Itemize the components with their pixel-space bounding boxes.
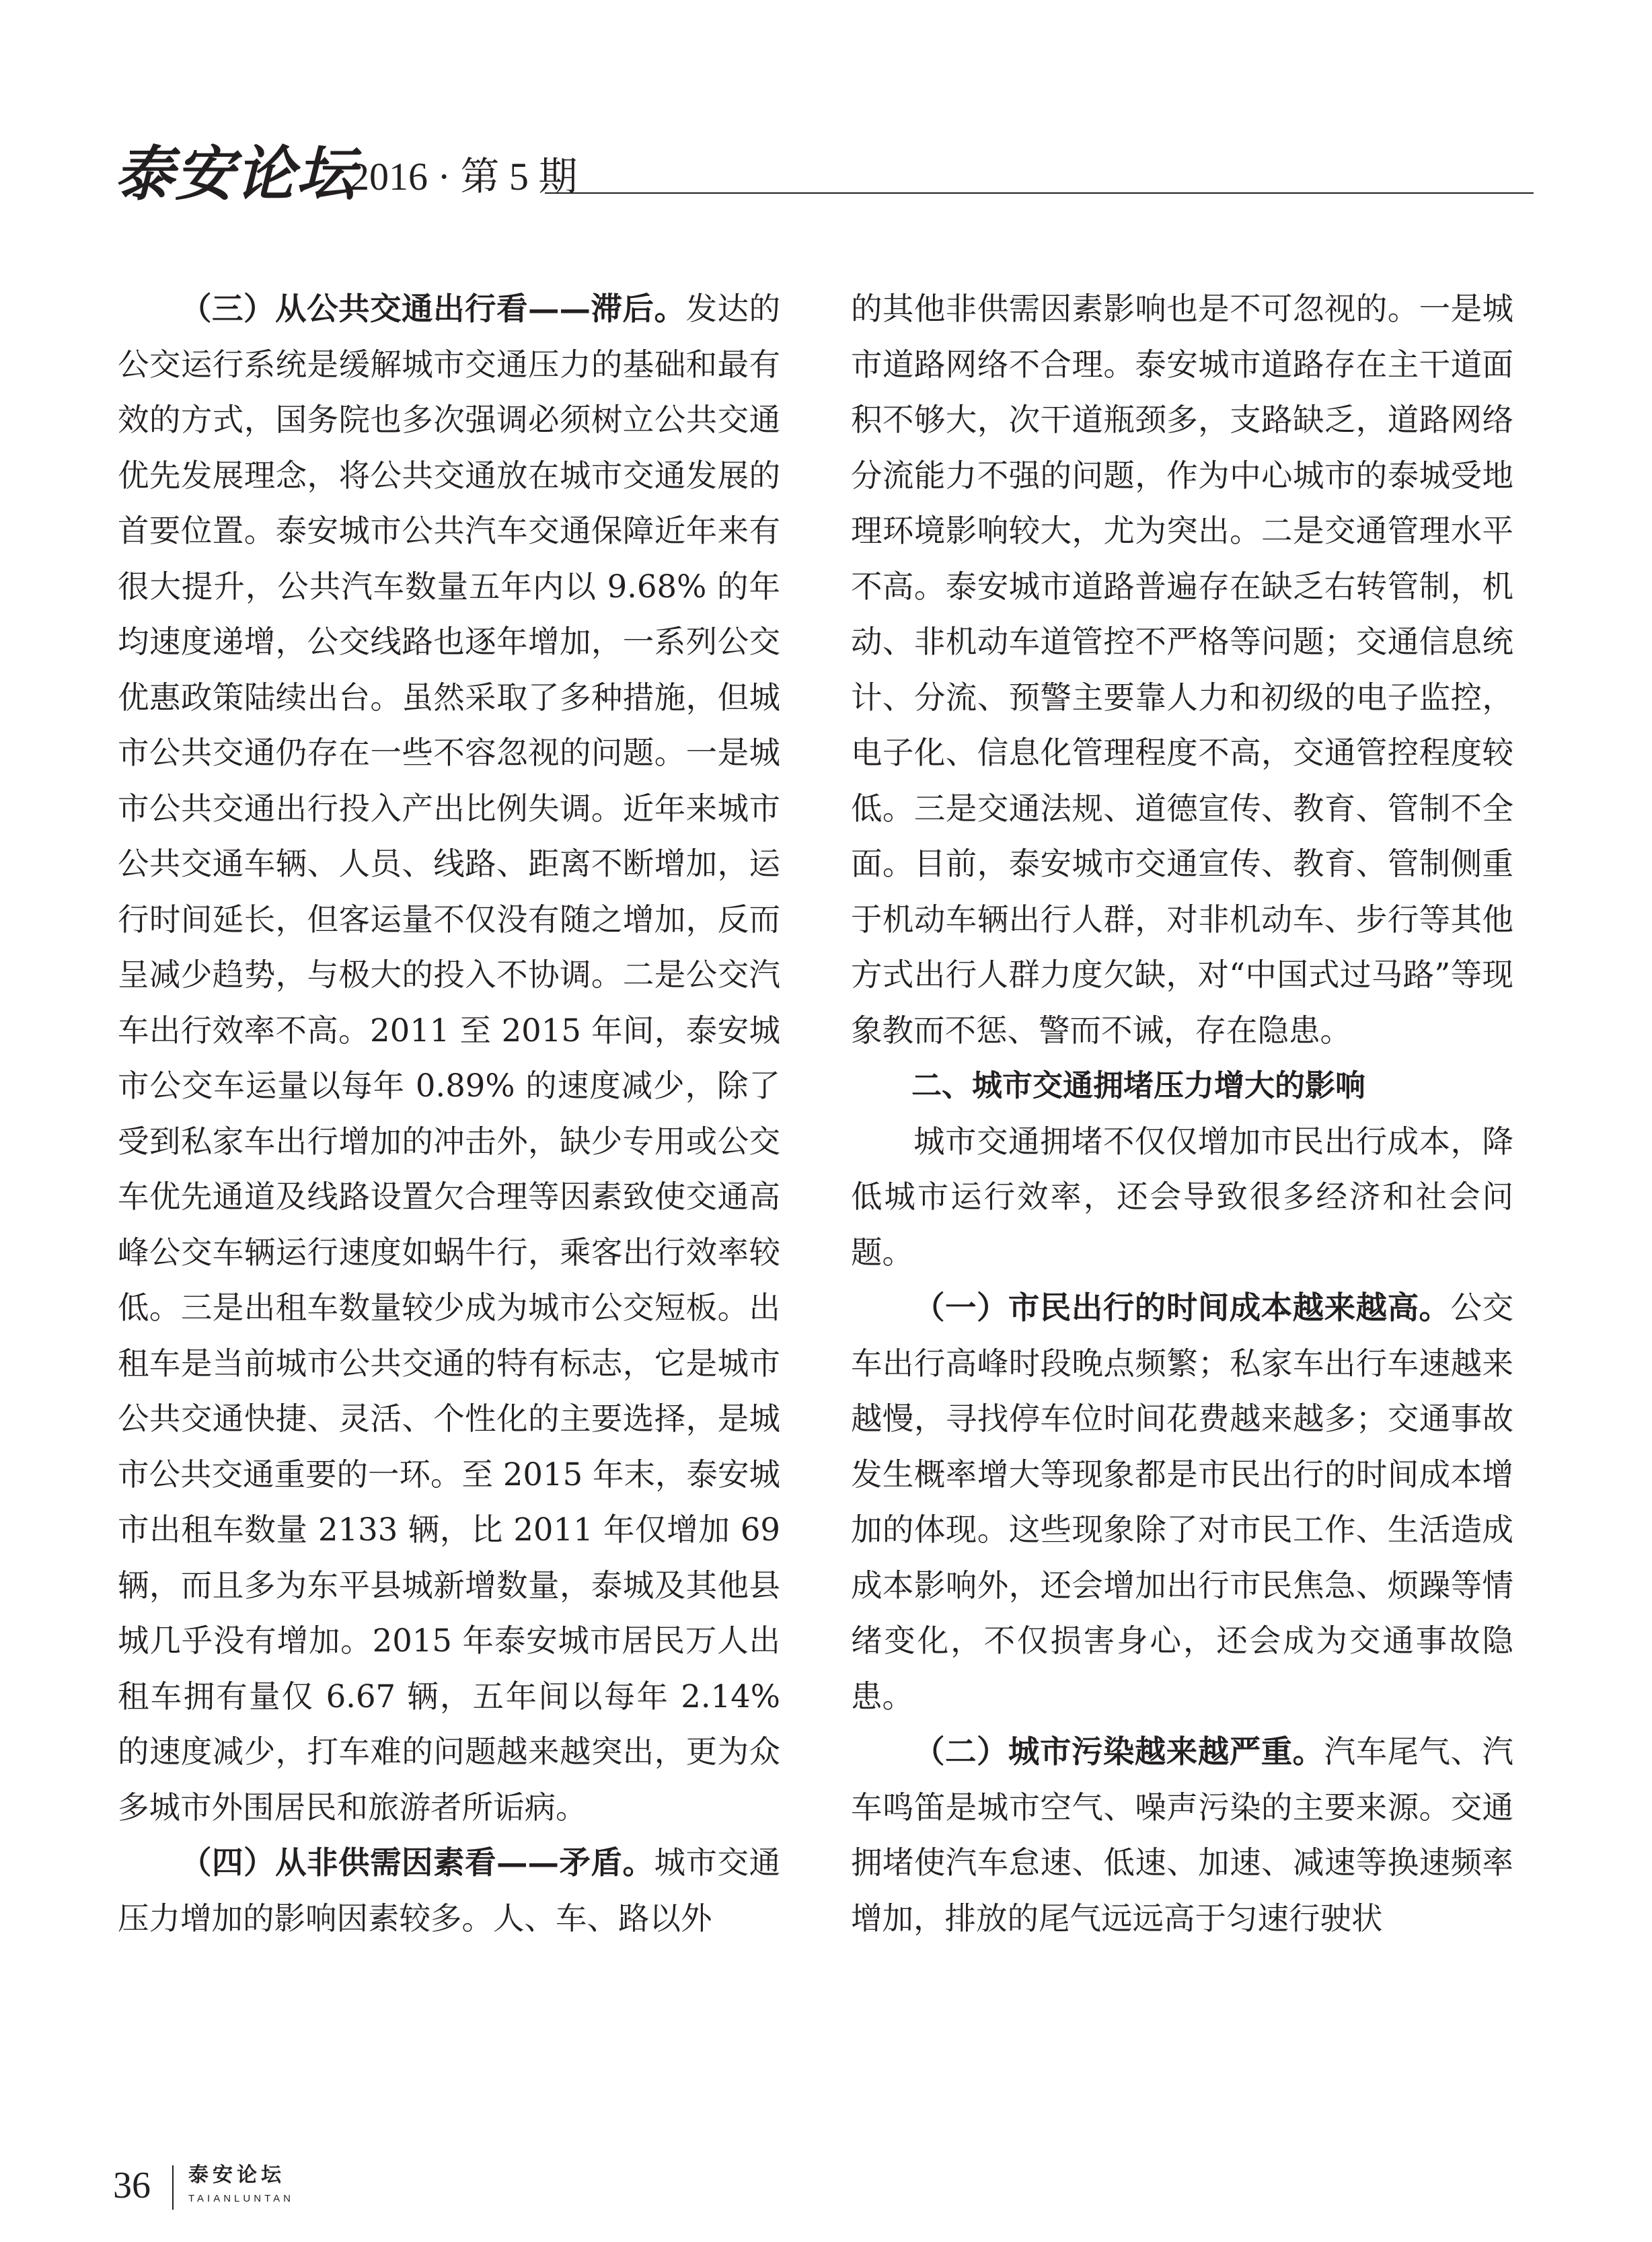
- left-column: [118, 281, 780, 1946]
- page-footer: [113, 2161, 517, 2235]
- header-rule: [545, 192, 1534, 194]
- paragraph-pollution: [851, 1724, 1513, 1946]
- paragraph-intro: 城市交通拥堵不仅仅增加市民出行成本，降低城市运行效率，还会导致很多经济和社会问题。: [851, 1123, 1513, 1271]
- issue-label: 2016 · 第 5 期: [350, 155, 578, 198]
- footer-brand: 泰安论坛: [188, 2163, 285, 2187]
- journal-logo-text: 泰安论坛: [114, 139, 357, 209]
- footer-divider: [172, 2165, 174, 2210]
- paragraph-text: 发达的公交运行系统是缓解城市交通压力的基础和最有效的方式，国务院也多次强调必须树立公共交通优先发展理念，将公共交通放在城市交通发展的首要位置。泰安城市公共汽车交通保障近年来有很大提升，公共汽车数量五年内以 9.68% 的年均速度递增，公交线路也逐年增加，一系列公交优惠政策陆续出台。虽然采取了多种措施，但城市公共交通仍存在一些不容忽视的问题。一是城市公共交通出行投入产出比例失调。近年来城市公共交通车辆、人员、线路、距离不断增加，运行时间延长，但客运量不仅没有随之增加，反而呈减少趋势，与极大的投入不协调。二是公交汽车出行效率不高。2011 至 2015 年间，泰安城市公交车运量以每年 0.89% 的速度减少，除了受到私家车出行增加的冲击外，缺少专用或公交车优先通道及线路设置欠合理等因素致使交通高峰公交车辆运行速度如蜗牛行，乘客出行效率较低。三是出租车数量较少成为城市公交短板。出租车是当前城市公共交通的特有标志，它是城市公共交通快捷、灵活、个性化的主要选择，是城市公共交通重要的一环。至 2015 年末，泰安城市出租车数量 2133 辆，比 2011 年仅增加 69 辆，而且多为东平县城新增数量，泰城及其他县城几乎没有增加。2015 年泰安城市居民万人出租车拥有量仅 6.67 辆，五年间以每年 2.14% 的速度减少，打车难的问题越来越突出，更为众多城市外围居民和旅游者所诟病。: [118, 291, 780, 1826]
- section-lead-non-supply-demand: （四）从非供需因素看——矛盾。: [180, 1844, 654, 1881]
- paragraph-public-transport: [118, 281, 780, 1835]
- footer-pinyin: TAIANLUNTAN: [188, 2193, 294, 2204]
- section-heading: 二、城市交通拥堵压力增大的影响: [911, 1068, 1366, 1103]
- paragraph-text: 公交车出行高峰时段晚点频繁；私家车出行车速越来越慢，寻找停车位时间花费越来越多；交通事故发生概率增大等现象都是市民出行的时间成本增加的体现。这些现象除了对市民工作、生活造成成本影响外，还会增加出行市民焦急、烦躁等情绪变化，不仅损害身心，还会成为交通事故隐患。: [851, 1290, 1514, 1715]
- right-column: [851, 281, 1513, 1946]
- page-number: 36: [113, 2165, 151, 2206]
- section-lead-time-cost: （一）市民出行的时间成本越来越高。: [913, 1289, 1451, 1326]
- paragraph-time-cost: [851, 1280, 1513, 1724]
- running-header: [114, 140, 1534, 207]
- section-lead-pollution: （二）城市污染越来越严重。: [913, 1733, 1324, 1770]
- paragraph-text: 汽车尾气、汽车鸣笛是城市空气、噪声污染的主要来源。交通拥堵使汽车怠速、低速、加速、减速等换速频率增加，排放的尾气远远高于匀速行驶状: [851, 1733, 1514, 1937]
- paragraph-text: 城市交通压力增加的影响因素较多。人、车、路以外: [118, 1844, 780, 1937]
- paragraph-non-supply-demand: [118, 1835, 780, 1946]
- paragraph-continued: 的其他非供需因素影响也是不可忽视的。一是城市道路网络不合理。泰安城市道路存在主干道面积不够大，次干道瓶颈多，支路缺乏，道路网络分流能力不强的问题，作为中心城市的泰城受地理环境影响较大，尤为突出。二是交通管理水平不高。泰安城市道路普遍存在缺乏右转管制，机动、非机动车道管控不严格等问题；交通信息统计、分流、预警主要靠人力和初级的电子监控，电子化、信息化管理程度不高，交通管控程度较低。三是交通法规、道德宣传、教育、管制不全面。目前，泰安城市交通宣传、教育、管制侧重于机动车辆出行人群，对非机动车、步行等其他方式出行人群力度欠缺，对“中国式过马路”等现象教而不惩、警而不诫，存在隐患。: [851, 291, 1513, 1049]
- section-lead-public-transport: （三）从公共交通出行看——滞后。: [180, 290, 686, 327]
